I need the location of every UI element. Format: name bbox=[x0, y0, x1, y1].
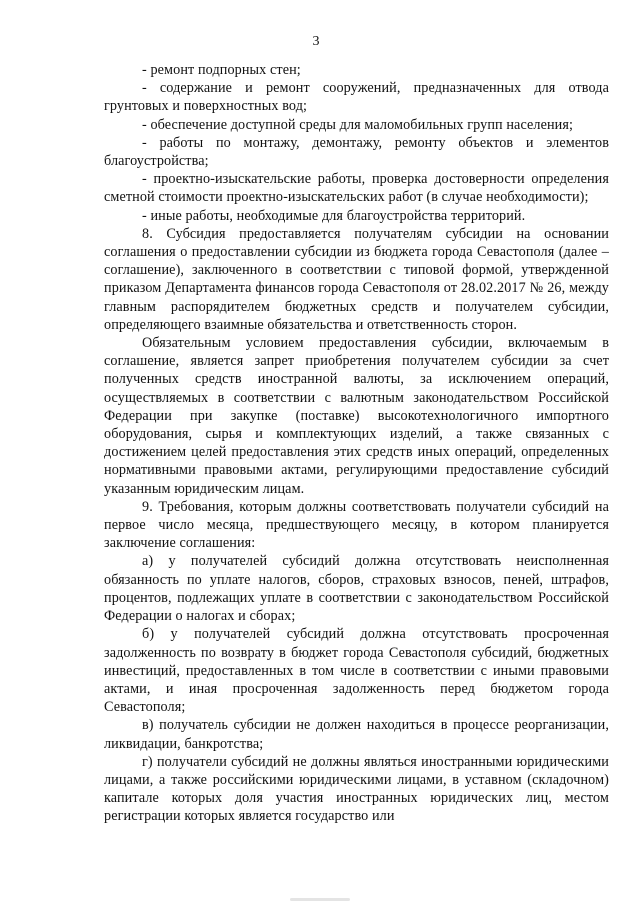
list-item-retaining-walls: - ремонт подпорных стен; bbox=[142, 62, 301, 78]
list-item-design-survey-works: - проектно-изыскательские работы, проверка достоверности определения сметной стоимости проектно-изыскательских работ (в случае необходимости); bbox=[104, 171, 609, 206]
list-item-drainage-structures: - содержание и ремонт сооружений, предназначенных для отвода грунтовых и поверхностных вод; bbox=[104, 80, 609, 115]
clause-9-item-b: б) у получателей субсидий должна отсутствовать просроченная задолженность по возврату в бюджет города Севастополя субсидий, бюджетных инвестиций, предоставленных в том числе в соответствии с иными правовыми актами, и иная просроченная задолженность перед бюджетом города Севастополя; bbox=[104, 626, 609, 716]
clause-8-mandatory-condition: Обязательным условием предоставления субсидии, включаемым в соглашение, является запрет приобретения получателем субсидии за счет полученных средств иностранной валюты, за исключением операций, осуществляемых в соответствии с валютным законодательством Российской Федерации при закупке (поставке) высокотехнологичного импортного оборудования, сырья и комплектующих изделий, а также связанных с достижением целей предоставления этих средств иных операций, определенных нормативными правовыми актами, регулирующими предоставление субсидий указанным юридическим лицам. bbox=[104, 335, 609, 497]
list-item-accessible-environment: - обеспечение доступной среды для маломобильных групп населения; bbox=[142, 116, 574, 133]
page-number: 3 bbox=[312, 34, 320, 49]
clause-9-item-g: г) получатели субсидий не должны являться иностранными юридическими лицами, а также российскими юридическими лицами, в уставном (складочном) капитале которых доля участия иностранных юридических лиц, местом регистрации которых является государство или bbox=[104, 753, 609, 825]
scan-mark bbox=[290, 898, 350, 901]
clause-9-item-v: в) получатель субсидии не должен находиться в процессе реорганизации, ликвидации, банкротства; bbox=[104, 717, 609, 752]
clause-8-subsidy-agreement: 8. Субсидия предоставляется получателям субсидии на основании соглашения о предоставлении субсидии из бюджета города Севастополя (далее – соглашение), заключенного в соответствии с типовой формой, утвержденной приказом Департамента финансов города Севастополя от 28.02.2017 № 26, между главным распорядителем бюджетных средств и получателем субсидии, определяющего взаимные обязательства и ответственность сторон. bbox=[104, 225, 609, 333]
list-item-installation-works: - работы по монтажу, демонтажу, ремонту объектов и элементов благоустройства; bbox=[104, 134, 609, 170]
clause-9-item-a: а) у получателей субсидий должна отсутствовать неисполненная обязанность по уплате налогов, сборов, страховых взносов, пеней, штрафов, процентов, подлежащих уплате в соответствии с законодательством Российской Федерации о налогах и сборах; bbox=[104, 553, 609, 625]
list-item-other-works: - иные работы, необходимые для благоустройства территорий. bbox=[142, 207, 526, 224]
document-body bbox=[104, 61, 609, 826]
clause-9-requirements: 9. Требования, которым должны соответствовать получатели субсидий на первое число месяца, предшествующего месяцу, в котором планируется заключение соглашения: bbox=[104, 498, 609, 552]
